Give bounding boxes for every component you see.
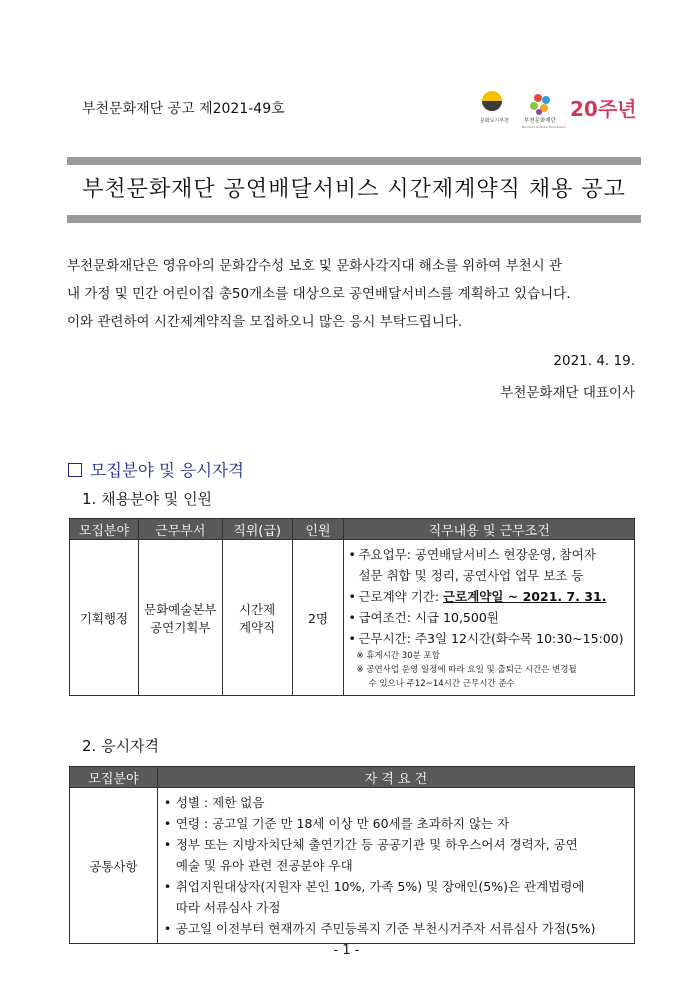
duty-note: ※ 공연사업 운영 일정에 따라 요일 및 출퇴근 시간은 변경될 [356, 665, 577, 675]
table-header: 직위(급) [222, 519, 292, 540]
foundation-logos [478, 88, 637, 130]
dept-line: 문화예술본부 [144, 601, 217, 617]
dept-cell [138, 540, 222, 696]
field-cell: 기획행정 [70, 540, 139, 696]
section-heading-text: 모집분야 및 응시자격 [90, 461, 244, 480]
qualification-item [164, 876, 630, 918]
qualification-item: • 공고일 이전부터 현재까지 주민등록지 기준 부천시거주자 서류심사 가점(5%) [164, 918, 630, 939]
dept-line: 공연기획부 [150, 619, 211, 635]
qualification-text: 정부 또는 지방자치단체 출연기간 등 공공기관 및 하우스어셔 경력자, 공연 [175, 837, 578, 852]
page-title: 부천문화재단 공연배달서비스 시간제계약직 채용 공고 [82, 177, 626, 202]
signer: 부천문화재단 대표이사 [500, 385, 635, 401]
positions-table [69, 518, 635, 696]
table-row [70, 540, 635, 696]
anniversary-logo [570, 97, 636, 121]
duty-item: • 주요업무: 공연배달서비스 현장운영, 참여자 [348, 544, 630, 565]
subheading-positions: 1. 채용분야 및 인원 [82, 490, 213, 508]
table-header: 모집분야 [70, 519, 139, 540]
table-header: 모집분야 [70, 767, 158, 788]
checkbox-square-icon [68, 463, 82, 477]
notice-date: 2021. 4. 19. [553, 353, 635, 369]
position-line: 시간제 [238, 601, 276, 617]
qualification-item: • 연령 : 공고일 기준 만 18세 이상 만 60세를 초과하지 않는 자 [164, 813, 630, 834]
logo2-subtext: Bucheon Cultural Foundation [522, 125, 566, 129]
count-cell: 2명 [292, 540, 344, 696]
table-header-row [70, 519, 635, 540]
qualifications-table [69, 766, 635, 944]
qualification-text: 따라 서류심사 가점 [175, 900, 281, 915]
intro-paragraph [67, 252, 639, 336]
logo3-text: 20주년 [570, 97, 637, 121]
position-cell [222, 540, 292, 696]
position-line: 계약직 [238, 619, 276, 635]
intro-line: 내 가정 및 민간 어린이집 총50개소를 대상으로 공연배달서비스를 계획하고 있습니다. [67, 286, 571, 302]
title-banner [67, 157, 641, 224]
duty-note-cont: 수 있으나 주12~14시간 근무시간 준수 [368, 679, 515, 689]
qualification-item [164, 834, 630, 876]
logo1-text: 문화도시부천 [480, 118, 509, 124]
table-row [70, 788, 635, 944]
table-header: 인원 [292, 519, 344, 540]
table-header-row [70, 767, 635, 788]
table-header: 자 격 요 건 [157, 767, 634, 788]
page-number: - 1 - [333, 943, 360, 958]
logo2-text: 부천문화재단 [524, 118, 556, 124]
duty-item: • 급여조건: 시급 10,500원 [348, 607, 630, 628]
notice-number: 부천문화재단 공고 제2021-49호 [82, 101, 285, 117]
duty-note: ※ 휴게시간 30분 포함 [356, 651, 440, 661]
table-header: 근무부서 [138, 519, 222, 540]
table-header: 직무내용 및 근무조건 [344, 519, 635, 540]
intro-line: 이와 관련하여 시간제계약직을 모집하오니 많은 응시 부탁드립니다. [67, 314, 463, 330]
duty-item-cont: 설문 취합 및 정리, 공연사업 업무 보조 등 [358, 568, 584, 583]
subheading-qualifications: 2. 응시자격 [82, 737, 160, 755]
qualification-text: 취업지원대상자(지원자 본인 10%, 가족 5%) 및 장애인(5%)은 관계법령에 [175, 879, 585, 894]
duty-item: • 근무시간: 주3일 12시간(화수목 10:30~15:00) [348, 628, 630, 649]
duty-label: 근로계약 기간: [358, 589, 444, 604]
duty-cell [344, 540, 635, 696]
field-cell: 공통사항 [70, 788, 158, 944]
intro-line: 부천문화재단은 영유아의 문화감수성 보호 및 문화사각지대 해소를 위하여 부천시 관 [67, 258, 563, 274]
contract-period: 근로계약일 ~ 2021. 7. 31. [443, 589, 607, 604]
title-bar-bottom [67, 215, 641, 223]
qualification-cell [157, 788, 634, 944]
culture-city-logo [480, 91, 509, 124]
title-bar-top [67, 157, 641, 165]
foundation-logo [522, 94, 566, 129]
duty-item [348, 586, 630, 607]
qualification-text: 예술 및 유아 관련 전공분야 우대 [175, 858, 353, 873]
section-heading [68, 457, 244, 481]
qualification-item: • 성별 : 제한 없음 [164, 792, 630, 813]
